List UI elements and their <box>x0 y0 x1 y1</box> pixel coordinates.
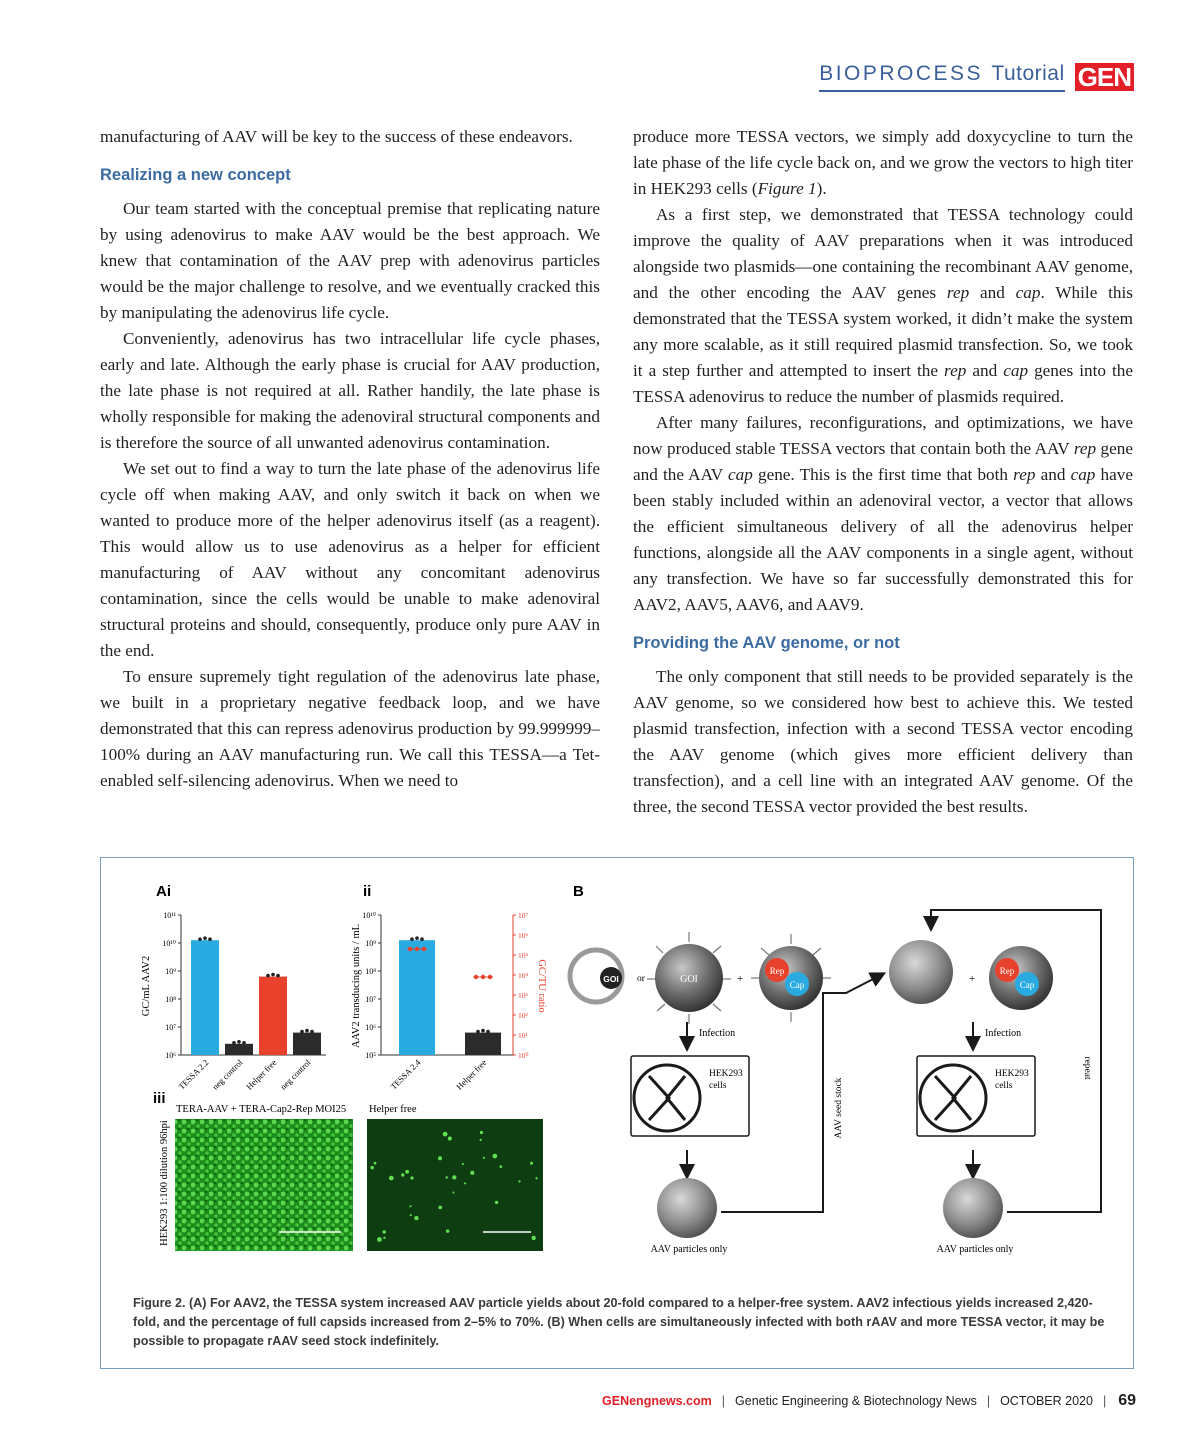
bar <box>399 940 435 1055</box>
seed-stock-label: AAV seed stock <box>834 1077 844 1139</box>
divider: | <box>986 1394 991 1408</box>
aav-particle-icon <box>943 1178 1003 1238</box>
divider: | <box>721 1394 726 1408</box>
ratio-point <box>474 975 478 979</box>
data-point <box>232 1041 236 1045</box>
data-point <box>305 1029 309 1033</box>
section-type: Tutorial <box>991 62 1065 85</box>
plus-sign: + <box>737 973 744 985</box>
cell-dot <box>480 1131 483 1134</box>
ratio-point <box>408 947 412 951</box>
chart-ai <box>141 911 326 1092</box>
cell-dot <box>445 1176 447 1178</box>
paragraph: We set out to find a way to turn the late phase of the adenovirus life cycle off when making AAV, and only switch it back on when we wanted to produce more of the helper adenovirus itself (as a reagent). This would allow us to use adenovirus as a helper for efficient manufacturing of AAV without any concomitant adenovirus contamination, since the cells would be unable to make adenoviral structural proteins and should, consequently, produce only pure AAV in the end. <box>100 459 600 660</box>
cell-dot <box>462 1163 464 1165</box>
cell-dot <box>499 1165 502 1168</box>
y-tick-label: 10⁸ <box>165 995 176 1004</box>
x-tick-label: neg control <box>278 1057 313 1092</box>
cell-dot <box>495 1201 498 1204</box>
iii-y-label: HEK293 1:100 dilution 96hpi <box>159 1120 170 1246</box>
section-name: BIOPROCESS <box>819 62 984 85</box>
rep-label: Rep <box>999 966 1015 976</box>
cell-dot <box>452 1175 456 1179</box>
rep-cap-virus-icon <box>989 946 1053 1010</box>
goi-label: GOI <box>603 974 619 984</box>
data-point <box>300 1030 304 1034</box>
y-tick-label: 10⁸ <box>365 967 376 976</box>
panel-label-b: B <box>573 883 584 900</box>
y-tick-label: 10⁷ <box>365 995 376 1004</box>
cell-dot <box>414 1216 418 1220</box>
iii-label-left: TERA-AAV + TERA-Cap2-Rep MOI25 <box>176 1104 347 1115</box>
cell-dot <box>410 1176 413 1179</box>
aav-goi-virus-icon <box>647 932 731 1024</box>
figure-2 <box>100 857 1134 1369</box>
cell-dot <box>443 1132 448 1137</box>
data-point <box>410 937 414 941</box>
paragraph: After many failures, reconfigurations, and optimizations, we have now produced stable TESSA vectors that contain both the AAV rep gene and the AAV cap gene. This is the first time that both rep and cap have been stably included within an adenoviral vector, a vector that allows the efficient simultaneous delivery of all the adenovirus helper functions, alongside all the AAV components in a single agent, without any transfection. We have so far successfully demonstrated this for AAV2, AAV5, AAV6, and AAV9. <box>633 413 1133 614</box>
cell-dot <box>382 1230 385 1233</box>
paragraph: As a first step, we demonstrated that TESSA technology could improve the quality of AAV preparations when it was introduced alongside two plasmids—one containing the recombinant AAV genome, and the other encoding the AAV genes rep and cap. While this demonstrated that the TESSA system worked, it didn’t make the system any more scalable, as it still required plasmid transfection. So, we took it a step further and attempted to insert the rep and cap genes into the TESSA adenovirus to reduce the number of plasmids required. <box>633 205 1134 406</box>
aav-particle-icon <box>889 940 953 1004</box>
data-point <box>476 1030 480 1034</box>
hek-label: HEK293 <box>995 1069 1029 1079</box>
cap-label: Cap <box>789 980 805 990</box>
section-label <box>819 62 1064 92</box>
cell-dot <box>535 1177 537 1179</box>
ratio-point <box>422 947 426 951</box>
y-tick-label: 10⁶ <box>165 1051 176 1060</box>
data-point <box>198 937 202 941</box>
figure-caption: Figure 2. (A) For AAV2, the TESSA system increased AAV particle yields about 20-fold compared to a helper-free system. AAV2 infectious yields increased 2,420-fold, and the percentage of full capsids increased from 2–5% to 70%. (B) When cells are simultaneously infected with both rAAV and more TESSA vector, it may be possible to propagate rAAV seed stock indefinitely. <box>133 1296 1105 1348</box>
cell-dot <box>518 1180 520 1182</box>
x-tick-label: Helper free <box>454 1057 489 1092</box>
cell-dot <box>446 1229 449 1232</box>
ratio-point <box>488 975 492 979</box>
footer-issue: OCTOBER 2020 <box>1000 1394 1093 1408</box>
panel-b-schematic <box>570 910 1101 1255</box>
data-point <box>415 936 419 940</box>
panel-iii-images <box>159 1104 543 1251</box>
cell-dot <box>410 1214 412 1216</box>
cell-dot <box>532 1236 536 1240</box>
data-point <box>208 937 212 941</box>
y-tick-label: 10⁹ <box>165 967 176 976</box>
cell-dot <box>448 1136 452 1140</box>
y2-tick-label: 10⁰ <box>518 1051 529 1060</box>
y2-tick-label: 10² <box>518 1011 528 1020</box>
paragraph: The only component that still needs to be provided separately is the AAV genome, so we considered how best to achieve this. We tested plasmid transfection, infection with a second TESSA vector encoding the AAV genome (which gives more efficient delivery than transfection), and a cell line with an integrated AAV genome. Of the three, the second TESSA vector provided the best results. <box>633 667 1133 816</box>
y-axis-label: GC/mL AAV2 <box>141 955 152 1017</box>
y-tick-label: 10⁹ <box>365 939 376 948</box>
output-label: AAV particles only <box>650 1244 728 1255</box>
y-tick-label: 10⁶ <box>365 1023 376 1032</box>
hek-label: HEK293 <box>709 1069 743 1079</box>
y-tick-label: 10⁷ <box>165 1023 176 1032</box>
cells-label: cells <box>709 1081 727 1091</box>
footer-site[interactable]: GENengnews.com <box>602 1394 712 1408</box>
paragraph: produce more TESSA vectors, we simply add doxycycline to turn the late phase of the life cycle back on, and we grow the vectors to high titer in HEK293 cells (Figure 1). <box>633 127 1133 198</box>
data-point <box>481 1029 485 1033</box>
data-point <box>310 1030 314 1034</box>
panel-label-ii: ii <box>363 883 372 900</box>
y-tick-label: 10¹⁰ <box>362 911 376 920</box>
micrograph-tessa <box>175 1119 353 1251</box>
panel-label-ai: Ai <box>156 883 171 900</box>
y-axis-label: AAV2 transducing units / mL <box>351 923 362 1049</box>
or-label: or <box>637 974 645 984</box>
y2-tick-label: 10⁵ <box>518 951 529 960</box>
ratio-point <box>481 975 485 979</box>
x-tick-label: neg control <box>210 1057 245 1092</box>
page-footer <box>602 1392 1136 1410</box>
infection-label: Infection <box>699 1028 736 1039</box>
rep-cap-virus-icon <box>751 934 831 1022</box>
cap-label: Cap <box>1019 980 1035 990</box>
page-header <box>819 62 1134 92</box>
output-label: AAV particles only <box>936 1244 1014 1255</box>
ratio-point <box>415 947 419 951</box>
goi-label: GOI <box>680 974 698 985</box>
plus-sign: + <box>969 973 976 985</box>
y2-tick-label: 10⁶ <box>518 931 529 940</box>
data-point <box>276 974 280 978</box>
cell-dot <box>401 1173 404 1176</box>
cell-dot <box>405 1170 409 1174</box>
data-point <box>203 936 207 940</box>
cell-dot <box>530 1162 533 1165</box>
y-tick-label: 10¹¹ <box>163 911 176 920</box>
figure-graphic <box>101 858 1135 1288</box>
chart-ii <box>351 911 547 1092</box>
cell-dot <box>389 1176 394 1181</box>
bar <box>293 1033 321 1055</box>
cells-label: cells <box>995 1081 1013 1091</box>
paragraph: manufacturing of AAV will be key to the success of these endeavors. <box>100 127 573 146</box>
cell-dot <box>470 1171 474 1175</box>
cell-dot <box>493 1154 498 1159</box>
data-point <box>486 1030 490 1034</box>
cell-dot <box>383 1237 385 1239</box>
cell-dot <box>370 1166 373 1169</box>
gen-logo: GEN <box>1075 63 1134 91</box>
iii-label-right: Helper free <box>369 1104 417 1115</box>
data-point <box>271 973 275 977</box>
paragraph: To ensure supremely tight regulation of the adenovirus late phase, we built in a proprietary negative feedback loop, and we have demonstrated that this can repress adenovirus production by 99.999999–100% during an AAV manufacturing run. We call this TESSA—a Tet-enabled self-silencing adenovirus. When we need to <box>100 667 600 790</box>
x-tick-label: TESSA 2.2 <box>176 1057 211 1092</box>
infection-label: Infection <box>985 1028 1022 1039</box>
y2-axis-label: GC/TU ratio <box>536 959 547 1013</box>
bar <box>465 1033 501 1055</box>
x-tick-label: Helper free <box>244 1057 279 1092</box>
cell-dot <box>480 1139 482 1141</box>
panel-label-iii: iii <box>153 1090 166 1107</box>
micrograph-helper-free <box>367 1119 543 1251</box>
cell-dot <box>452 1192 454 1194</box>
y-tick-label: 10⁵ <box>365 1051 376 1060</box>
paragraph: Conveniently, adenovirus has two intracellular life cycle phases, early and late. Although the early phase is crucial for AAV production, the late phase is not required at all. Rather handily, the late phase is wholly responsible for making the adenoviral structural components and is therefore the source of all unwanted adenovirus contamination. <box>100 329 600 452</box>
divider: | <box>1102 1394 1107 1408</box>
cell-dot <box>409 1205 411 1207</box>
y2-tick-label: 10³ <box>518 991 528 1000</box>
rep-label: Rep <box>769 966 785 976</box>
cell-dot <box>483 1157 485 1159</box>
y2-tick-label: 10⁴ <box>518 971 529 980</box>
data-point <box>237 1040 241 1044</box>
repeat-label: repeat <box>1082 1056 1092 1080</box>
right-column <box>633 124 1133 820</box>
data-point <box>266 974 270 978</box>
section-heading: Realizing a new concept <box>100 166 291 184</box>
section-heading: Providing the AAV genome, or not <box>633 634 900 652</box>
figure-ref: Figure 1 <box>757 179 817 198</box>
footer-publication: Genetic Engineering & Biotechnology News <box>735 1394 977 1408</box>
left-column <box>100 124 600 794</box>
cell-dot <box>464 1182 466 1184</box>
cell-dot <box>374 1162 377 1165</box>
y-tick-label: 10¹⁰ <box>162 939 176 948</box>
data-point <box>242 1041 246 1045</box>
bar <box>191 940 219 1055</box>
aav-particle-icon <box>657 1178 717 1238</box>
y2-tick-label: 10⁷ <box>518 911 529 920</box>
cell-dot <box>377 1237 382 1242</box>
data-point <box>420 937 424 941</box>
cell-dot <box>438 1156 442 1160</box>
bar <box>259 977 287 1055</box>
bar <box>225 1044 253 1055</box>
cell-dot <box>438 1206 442 1210</box>
page-number: 69 <box>1118 1392 1136 1409</box>
paragraph: Our team started with the conceptual premise that replicating nature by using adenovirus to make AAV would be the best approach. We knew that contamination of the AAV prep with adenovirus particles would be the major challenge to resolve, and we eventually cracked this by manipulating the adenovirus life cycle. <box>100 199 600 322</box>
x-tick-label: TESSA 2.4 <box>388 1057 423 1092</box>
y2-tick-label: 10¹ <box>518 1031 528 1040</box>
